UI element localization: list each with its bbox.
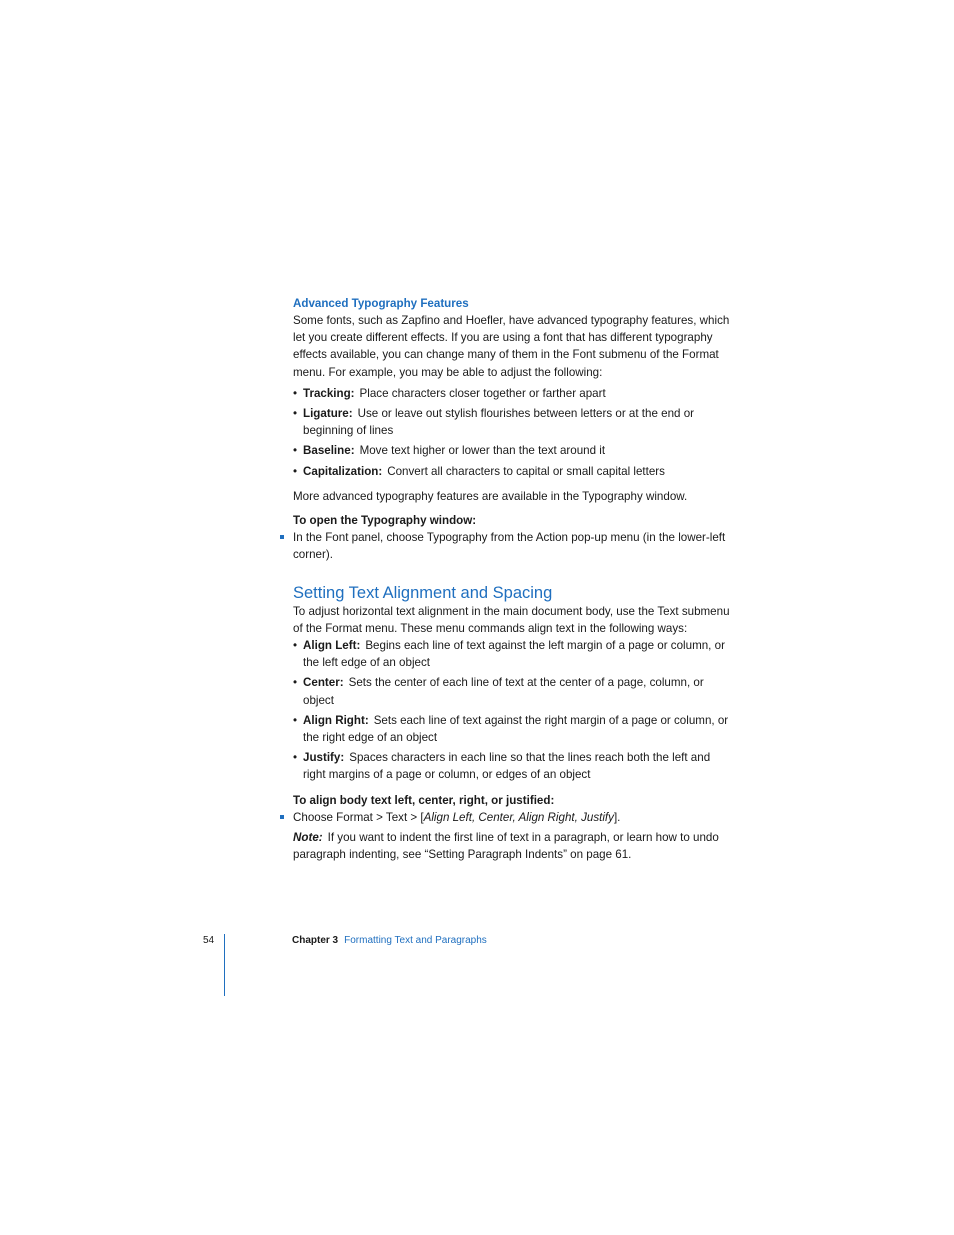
bullet-text: Spaces characters in each line so that the lines reach both the left and right margins of a page or column, or edges of an object xyxy=(303,751,711,782)
step-square-icon xyxy=(280,535,284,539)
bullet-label: Center: xyxy=(303,676,344,690)
bullet-text: Sets each line of text against the right margin of a page or column, or the right edge of an object xyxy=(303,713,729,745)
typography-bullet-list xyxy=(293,385,733,480)
alignment-bullet-list xyxy=(293,637,733,784)
bullet-text: Convert all characters to capital or small capital letters xyxy=(387,464,665,478)
chapter-title: Formatting Text and Paragraphs xyxy=(344,935,487,946)
bullet-text: Begins each line of text against the left margin of a page or column, or the left edge of an object xyxy=(303,639,725,670)
note xyxy=(293,829,733,863)
list-item: • Center: Sets the center of each line of text at the center of a page, column, or object xyxy=(293,676,704,707)
bullet-label: Tracking: xyxy=(303,386,355,400)
bullet-text: Move text higher or lower than the text around it xyxy=(359,444,606,458)
page-content xyxy=(293,295,733,863)
list-item: • Ligature: Use or leave out stylish flourishes between letters or at the end or beginning of lines xyxy=(293,407,695,438)
list-item: • Align Left: Begins each line of text against the left margin of a page or column, or the left edge of an object xyxy=(293,639,725,670)
page-number: 54 xyxy=(203,935,215,946)
footer-chapter xyxy=(292,934,487,947)
list-item: • Justify: Spaces characters in each line so that the lines reach both the left and right margins of a page or column, or edges of an object xyxy=(293,751,711,782)
section-heading-text-alignment: Setting Text Alignment and Spacing xyxy=(293,583,553,602)
section1-intro: Some fonts, such as Zapfino and Hoefler, have advanced typography features, which let you create different effects. If you are using a font that has different typography effects available, you can change many of them in the Font submenu of the Format menu. For example, you may be able to adjust the following: xyxy=(293,314,730,379)
procedure-step xyxy=(293,529,733,563)
bullet-label: Baseline: xyxy=(303,444,355,458)
bullet-text: Use or leave out stylish flourishes between letters or at the end or beginning of lines xyxy=(303,407,695,438)
bullet-label: Capitalization: xyxy=(303,464,383,478)
list-item: • Tracking: Place characters closer together or farther apart xyxy=(293,386,606,400)
footer-divider xyxy=(224,934,225,996)
procedure-title: To open the Typography window: xyxy=(293,514,477,528)
bullet-text: Place characters closer together or farther apart xyxy=(359,386,606,400)
step-text-prefix: Choose Format > Text > [ xyxy=(293,810,424,824)
bullet-label: Align Right: xyxy=(303,713,369,727)
note-label: Note: xyxy=(293,831,323,845)
step-square-icon xyxy=(280,815,284,819)
bullet-label: Ligature: xyxy=(303,407,353,421)
list-item: • Baseline: Move text higher or lower than the text around it xyxy=(293,444,606,458)
list-item: • Align Right: Sets each line of text against the right margin of a page or column, or the right edge of an object xyxy=(293,713,729,745)
chapter-label: Chapter 3 xyxy=(292,935,339,946)
list-item: • Capitalization: Convert all characters to capital or small capital letters xyxy=(293,464,665,478)
step-text-italic: Align Left, Center, Align Right, Justify xyxy=(423,810,614,824)
bullet-label: Justify: xyxy=(303,751,345,765)
procedure-step xyxy=(293,809,733,826)
step-text: In the Font panel, choose Typography from the Action pop-up menu (in the lower-left corner). xyxy=(293,531,726,562)
step-text-suffix: ]. xyxy=(613,810,621,824)
bullet-text: Sets the center of each line of text at the center of a page, column, or object xyxy=(303,676,704,707)
section2-intro: To adjust horizontal text alignment in the main document body, use the Text submenu of the Format menu. These menu commands align text in the following ways: xyxy=(293,604,730,635)
bullet-label: Align Left: xyxy=(303,639,361,653)
procedure-title: To align body text left, center, right, or justified: xyxy=(293,793,555,807)
section-heading-advanced-typography: Advanced Typography Features xyxy=(293,297,469,310)
section1-after: More advanced typography features are available in the Typography window. xyxy=(293,489,688,503)
note-text: If you want to indent the first line of text in a paragraph, or learn how to undo paragraph indenting, see “Setting Paragraph Indents” on page 61. xyxy=(293,831,719,862)
